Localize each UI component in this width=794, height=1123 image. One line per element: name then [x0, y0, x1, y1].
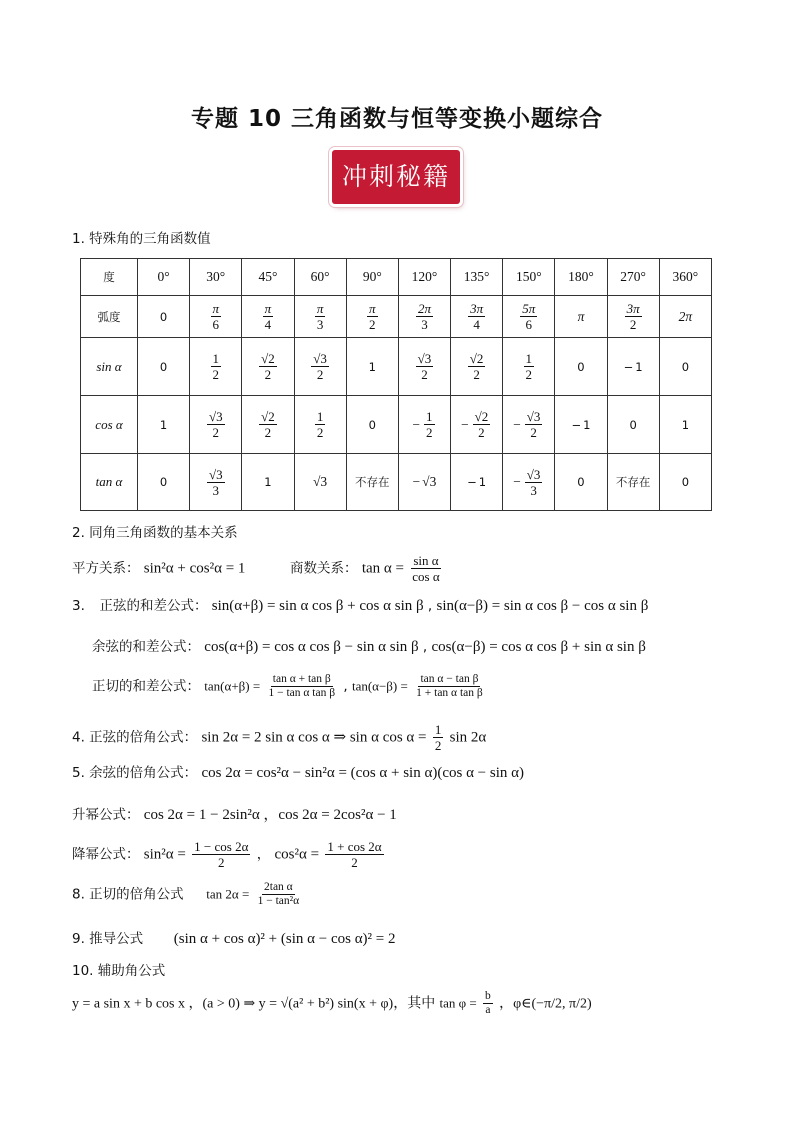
lower-f1-den: 2: [218, 855, 225, 870]
tan-double-fraction: [256, 881, 302, 908]
quotient-lhs: tan α =: [361, 560, 404, 577]
lower-f1-lhs: sin²α =: [143, 846, 186, 863]
cell-radians-4: $\frac{\pi}{2}$: [346, 296, 398, 338]
tan-sum-lhs: tan(α+β) =: [204, 678, 261, 694]
cell-degrees-7: 150°: [503, 259, 555, 296]
cell-sin-7: $\frac{1}{2}$: [503, 338, 555, 396]
cell-tan-4: 不存在: [346, 454, 398, 511]
cell-degrees-8: 180°: [555, 259, 607, 296]
cell-sin-8: 0: [555, 338, 607, 396]
quotient-fraction: [410, 553, 441, 584]
row-label-degrees: 度: [81, 259, 138, 296]
quotient-num: sin α: [413, 553, 439, 568]
tan-sum-den: 1 − tan α tan β: [268, 687, 336, 699]
row-label-radians: 弧度: [81, 296, 138, 338]
sin-sum-line: 3. 正弦的和差公式： sin(α+β) = sin α cos β + cos α sin β , sin(α−β) = sin α cos β − cos α sin β: [72, 598, 649, 614]
cell-degrees-2: 45°: [242, 259, 294, 296]
aux-tan-lhs: tan φ =: [439, 995, 477, 1011]
lower-f2-den: 2: [351, 855, 358, 870]
cell-cos-4: 0: [346, 396, 398, 454]
cell-sin-4: 1: [346, 338, 398, 396]
cell-cos-9: 0: [607, 396, 659, 454]
cell-tan-10: 0: [659, 454, 711, 511]
tan-diff-lhs: tan(α−β) =: [351, 678, 408, 694]
cell-tan-2: 1: [242, 454, 294, 511]
cell-sin-3: $\frac{√3}{2}$: [294, 338, 346, 396]
cell-radians-7: $\frac{5\pi}{6}$: [503, 296, 555, 338]
cell-degrees-0: 0°: [138, 259, 190, 296]
cell-cos-0: 1: [138, 396, 190, 454]
cell-cos-5: − $\frac{1}{2}$: [398, 396, 450, 454]
cell-degrees-5: 120°: [398, 259, 450, 296]
section-3-number: 3.: [72, 598, 85, 614]
derived-formula: (sin α + cos α)² + (sin α − cos α)² = 2: [173, 931, 396, 947]
section-2-line: [72, 553, 444, 584]
cell-tan-0: 0: [138, 454, 190, 511]
sin-double-line: [72, 722, 486, 753]
row-tan: [81, 454, 712, 511]
sin-sum-label: 正弦的和差公式：: [99, 598, 208, 614]
sin-diff-formula: sin(α−β) = sin α cos β − cos α sin β: [436, 598, 649, 614]
tan-sum-line: 正切的和差公式： tan(α+β) = $\frac{\text{tan α + tan β}}{\text{1 − tan α tan β}}$ , tan(α−β) = $\frac{\text{tan α − tan β}}{\text{1 + tan α tan β}}$: [92, 673, 483, 699]
cos-diff-formula: cos(α−β) = cos α cos β + sin α sin β: [431, 639, 646, 655]
cell-cos-7: − $\frac{√3}{2}$: [503, 396, 555, 454]
tan-double-num: 2tan α: [264, 881, 293, 893]
cell-radians-5: $\frac{2\pi}{3}$: [398, 296, 450, 338]
tan-diff-fraction: [414, 673, 485, 700]
row-degrees: [81, 259, 712, 296]
cell-cos-1: $\frac{√3}{2}$: [190, 396, 242, 454]
lower-f1-fraction: [192, 839, 250, 870]
derived-line: [72, 929, 396, 949]
row-label-cos: cos α: [81, 396, 138, 454]
section-1-heading: 1. 特殊角的三角函数值: [72, 231, 211, 247]
tan-double-den: 1 − tan²α: [257, 895, 300, 907]
aux-tan-fraction: [483, 990, 493, 1017]
cell-cos-3: $\frac{1}{2}$: [294, 396, 346, 454]
cell-radians-2: $\frac{\pi}{4}$: [242, 296, 294, 338]
sin-double-formula: sin 2α = 2 sin α cos α ⇒ sin α cos α =: [201, 729, 427, 746]
cell-tan-1: $\frac{√3}{3}$: [190, 454, 242, 511]
cell-sin-0: 0: [138, 338, 190, 396]
cell-radians-9: $\frac{3\pi}{2}$: [607, 296, 659, 338]
tan-sum-label: 正切的和差公式：: [92, 678, 200, 695]
aux-tan-den: a: [485, 1004, 491, 1016]
section-10-heading: 10. 辅助角公式: [72, 963, 166, 979]
sin-double-den: 2: [434, 738, 442, 753]
tan-diff-den: 1 + tan α tan β: [416, 687, 483, 699]
stamp-text: 冲刺秘籍: [341, 162, 450, 191]
cell-cos-6: − $\frac{√2}{2}$: [451, 396, 503, 454]
cos-double-line: [72, 763, 524, 783]
sin-double-fraction: [433, 722, 444, 753]
cell-tan-7: − $\frac{√3}{3}$: [503, 454, 555, 511]
aux-range: ，φ∈(−π/2, π/2): [499, 996, 592, 1012]
cell-cos-2: $\frac{√2}{2}$: [242, 396, 294, 454]
cos-double-formula: cos 2α = cos²α − sin²α = (cos α + sin α)(cos α − sin α): [201, 765, 524, 781]
cos-sum-label: 余弦的和差公式：: [92, 639, 200, 655]
cell-degrees-6: 135°: [451, 259, 503, 296]
cell-radians-0: 0: [138, 296, 190, 338]
sin-sum-formula: sin(α+β) = sin α cos β + cos α sin β: [211, 598, 424, 614]
cell-sin-5: $\frac{√3}{2}$: [398, 338, 450, 396]
cell-degrees-10: 360°: [659, 259, 711, 296]
cell-radians-8: π: [555, 296, 607, 338]
quotient-relation-label: 商数关系：: [290, 560, 358, 577]
cell-degrees-9: 270°: [607, 259, 659, 296]
lower-power-line: 降幂公式： sin²α = $\frac{1 - \cos 2\alpha}{2}$ ， cos²α = $\frac{1 + \cos 2\alpha}{2}$: [72, 839, 382, 870]
tan-double-label: 8. 正切的倍角公式: [72, 886, 184, 903]
cell-radians-6: $\frac{3\pi}{4}$: [451, 296, 503, 338]
cos-double-label: 5. 余弦的倍角公式：: [72, 765, 198, 781]
tan-double-lhs: tan 2α =: [206, 886, 250, 902]
cell-degrees-1: 30°: [190, 259, 242, 296]
rise-power-formula: cos 2α = 1 − 2sin²α ，cos 2α = 2cos²α − 1: [143, 807, 397, 823]
cell-sin-9: − 1: [607, 338, 659, 396]
lower-f2-lhs: cos²α =: [274, 846, 320, 863]
cell-radians-1: $\frac{\pi}{6}$: [190, 296, 242, 338]
cell-sin-10: 0: [659, 338, 711, 396]
square-relation-formula: sin²α + cos²α = 1: [143, 560, 246, 577]
sin-double-label: 4. 正弦的倍角公式：: [72, 729, 198, 746]
lower-f2-num: 1 + cos 2α: [327, 839, 382, 854]
derived-label: 9. 推导公式: [72, 931, 144, 947]
cell-tan-5: − √3: [398, 454, 450, 511]
cell-radians-10: 2π: [659, 296, 711, 338]
quotient-den: cos α: [412, 569, 440, 584]
cell-radians-3: $\frac{\pi}{3}$: [294, 296, 346, 338]
lower-power-label: 降幂公式：: [72, 846, 140, 863]
section-2-heading: 2. 同角三角函数的基本关系: [72, 525, 238, 541]
lower-f1-num: 1 − cos 2α: [194, 839, 249, 854]
stamp-badge: [332, 150, 460, 204]
aux-angle-formula: y = a sin x + b cos x ，(a > 0) ⇒ y = √(a² + b²) sin(x + φ)，其中: [72, 996, 436, 1012]
row-radians: [81, 296, 712, 338]
row-label-tan: tan α: [81, 454, 138, 511]
rise-power-line: [72, 805, 397, 825]
row-sin: [81, 338, 712, 396]
cell-degrees-4: 90°: [346, 259, 398, 296]
row-cos: [81, 396, 712, 454]
trig-values-table: [80, 258, 712, 511]
tan-double-line: [72, 881, 303, 908]
tan-diff-num: tan α − tan β: [420, 673, 479, 685]
sin-double-num: 1: [434, 722, 442, 737]
aux-angle-line: [72, 990, 592, 1017]
tan-sum-num: tan α + tan β: [272, 673, 331, 685]
cell-tan-6: − 1: [451, 454, 503, 511]
cell-sin-6: $\frac{√2}{2}$: [451, 338, 503, 396]
cell-cos-10: 1: [659, 396, 711, 454]
rise-power-label: 升幂公式：: [72, 807, 140, 823]
cos-sum-formula: cos(α+β) = cos α cos β − sin α sin β: [204, 639, 419, 655]
cell-tan-8: 0: [555, 454, 607, 511]
row-label-sin: sin α: [81, 338, 138, 396]
cell-tan-3: √3: [294, 454, 346, 511]
square-relation-label: 平方关系：: [72, 560, 140, 577]
cell-degrees-3: 60°: [294, 259, 346, 296]
aux-tan-num: b: [485, 990, 491, 1002]
cell-sin-2: $\frac{√2}{2}$: [242, 338, 294, 396]
page-title: 专题 10 三角函数与恒等变换小题综合: [190, 106, 604, 132]
cos-sum-line: 余弦的和差公式： cos(α+β) = cos α cos β − sin α sin β , cos(α−β) = cos α cos β + sin α sin β: [92, 639, 646, 655]
cell-sin-1: $\frac{1}{2}$: [190, 338, 242, 396]
cell-cos-8: − 1: [555, 396, 607, 454]
sin-double-tail: sin 2α: [449, 729, 487, 746]
lower-f2-fraction: [325, 839, 383, 870]
tan-sum-fraction: [266, 673, 337, 700]
cell-tan-9: 不存在: [607, 454, 659, 511]
